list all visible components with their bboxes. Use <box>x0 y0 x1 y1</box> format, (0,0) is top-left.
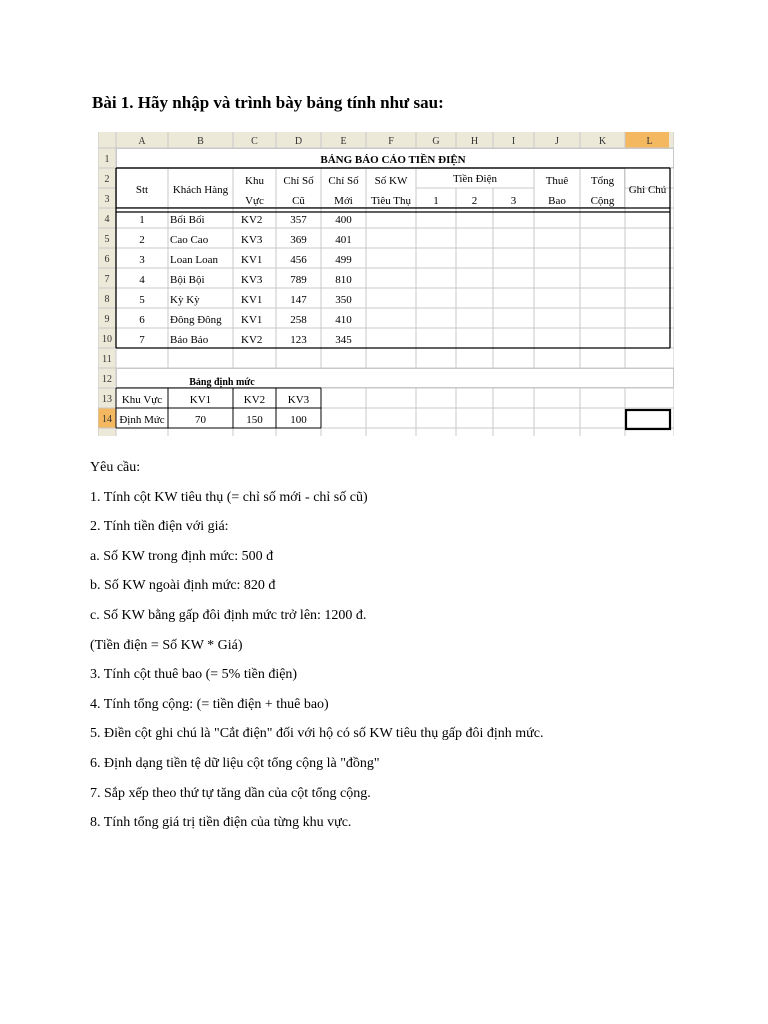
column-header-i: I <box>511 136 516 147</box>
header-khu-vuc: Khu <box>245 175 264 187</box>
row-header-9: 9 <box>104 314 110 325</box>
cell-khach-hang: Loan Loan <box>170 254 218 266</box>
row-header-4: 4 <box>104 214 110 225</box>
cell-khu-vuc: KV2 <box>241 334 263 346</box>
cell-chi-so-cu: 123 <box>290 334 307 346</box>
exercise-title: Bài 1. Hãy nhập và trình bày bảng tính như sau: <box>92 93 444 112</box>
row-header-8: 8 <box>104 294 110 305</box>
column-header-a: A <box>138 136 146 147</box>
row-header-6: 6 <box>104 254 110 265</box>
req-item-2a: a. Số KW trong định mức: 500 đ <box>90 548 274 564</box>
norm-row1-cell-0: Khu Vực <box>121 394 163 406</box>
req-item-2b: b. Số KW ngoài định mức: 820 đ <box>90 578 276 594</box>
req-heading: Yêu cầu: <box>90 460 141 475</box>
norm-row2-cell-2: 150 <box>246 414 263 426</box>
header-so-kw-2: Tiêu Thụ <box>370 195 412 207</box>
requirements-list <box>90 453 543 838</box>
cell-chi-so-moi: 350 <box>335 294 352 306</box>
header-khach-hang: Khách Hàng <box>172 184 229 196</box>
column-header-b: B <box>197 136 204 147</box>
cell-khach-hang: Bội Bội <box>170 274 205 286</box>
column-header-j: J <box>555 136 559 147</box>
header-tien-dien-1: 1 <box>433 195 439 207</box>
row-header-13: 13 <box>102 394 112 405</box>
req-item-2c: c. Số KW bằng gấp đôi định mức trở lên: 1200 đ. <box>90 607 367 623</box>
row-header-bar <box>98 148 116 436</box>
cell-khu-vuc: KV1 <box>241 314 263 326</box>
column-header-d: D <box>294 136 303 147</box>
header-tien-dien-2: 2 <box>471 195 478 207</box>
cell-chi-so-moi: 400 <box>335 214 352 226</box>
req-item-5: 5. Điền cột ghi chú là "Cắt điện" đối với hộ có số KW tiêu thụ gấp đôi định mức. <box>90 726 544 742</box>
cell-stt: 4 <box>139 274 145 286</box>
cell-chi-so-moi: 410 <box>335 314 352 326</box>
cell-stt: 6 <box>139 314 145 326</box>
norm-row2-cell-0: Định Mức <box>119 414 165 426</box>
column-header-f: F <box>388 136 394 147</box>
column-header-l: L <box>646 136 653 147</box>
column-header-k: K <box>598 136 607 147</box>
row-header-10: 10 <box>102 334 112 345</box>
row-header-5: 5 <box>104 234 110 245</box>
cell-stt: 7 <box>139 334 145 346</box>
req-item-8: 8. Tính tổng giá trị tiền điện của từng khu vực. <box>90 815 352 831</box>
header-chi-so-moi: Chỉ Số <box>328 175 359 187</box>
norm-row1-cell-3: KV3 <box>287 394 310 406</box>
cell-chi-so-moi: 345 <box>335 334 352 346</box>
cell-chi-so-cu: 789 <box>290 274 307 286</box>
norm-row2-cell-1: 70 <box>195 414 206 426</box>
cell-chi-so-cu: 258 <box>290 314 307 326</box>
header-tien-dien: Tiền Điện <box>453 173 497 185</box>
cell-stt: 2 <box>139 234 145 246</box>
req-item-3: 3. Tính cột thuê bao (= 5% tiền điện) <box>90 667 298 683</box>
row-header-14: 14 <box>102 414 112 425</box>
norm-row1-cell-1: KV1 <box>189 394 212 406</box>
norm-row1-cell-2: KV2 <box>243 394 266 406</box>
req-item-6: 6. Định dạng tiền tệ dữ liệu cột tổng cộng là "đồng" <box>90 755 380 771</box>
row-header-2: 2 <box>104 174 110 185</box>
cell-chi-so-cu: 357 <box>290 214 307 226</box>
cell-khu-vuc: KV2 <box>241 214 263 226</box>
header-chi-so-cu-2: Cũ <box>292 195 305 207</box>
req-formula: (Tiền điện = Số KW * Giá) <box>90 637 243 653</box>
header-khu-vuc-2: Vực <box>245 195 264 207</box>
req-item-4: 4. Tính tổng cộng: (= tiền điện + thuê bao) <box>90 696 329 712</box>
column-header-g: G <box>432 136 440 147</box>
cell-chi-so-moi: 810 <box>335 274 352 286</box>
header-ghi-chu: Ghi Chú <box>628 184 667 196</box>
cell-khach-hang: Đông Đông <box>170 314 222 326</box>
column-header-c: C <box>251 136 258 147</box>
column-header-e: E <box>340 136 347 147</box>
row-header-1: 1 <box>104 154 110 165</box>
row-header-7: 7 <box>104 274 110 285</box>
cell-chi-so-cu: 147 <box>290 294 307 306</box>
row-header-12: 12 <box>102 374 112 385</box>
column-header-h: H <box>470 136 479 147</box>
cell-khach-hang: Kỳ Kỳ <box>170 294 200 306</box>
norm-row2-cell-3: 100 <box>290 414 307 426</box>
req-item-1: 1. Tính cột KW tiêu thụ (= chỉ số mới - chỉ số cũ) <box>90 489 368 505</box>
header-chi-so-cu: Chỉ Số <box>283 175 314 187</box>
header-thue-bao-2: Bao <box>548 195 566 207</box>
header-stt: Stt <box>135 184 149 196</box>
cell-khu-vuc: KV1 <box>241 254 263 266</box>
row-header-11: 11 <box>102 354 112 365</box>
cell-khach-hang: Bối Bối <box>170 214 205 226</box>
header-thue-bao: Thuê <box>545 175 569 187</box>
row-header-3: 3 <box>104 194 110 205</box>
cell-khu-vuc: KV1 <box>241 294 263 306</box>
header-tien-dien-3: 3 <box>510 195 517 207</box>
header-tong-cong: Tổng <box>590 175 615 187</box>
header-tong-cong-2: Cộng <box>590 195 615 207</box>
header-chi-so-moi-2: Mới <box>334 195 353 207</box>
cell-chi-so-moi: 499 <box>335 254 352 266</box>
cell-stt: 1 <box>139 214 145 226</box>
req-item-2: 2. Tính tiền điện với giá: <box>90 519 229 535</box>
cell-khu-vuc: KV3 <box>241 274 263 286</box>
cell-stt: 5 <box>139 294 145 306</box>
cell-chi-so-cu: 369 <box>290 234 307 246</box>
cell-chi-so-moi: 401 <box>335 234 352 246</box>
header-so-kw: Số KW <box>374 175 408 187</box>
norm-table-title: Bảng định mức <box>189 377 255 388</box>
cell-stt: 3 <box>139 254 145 266</box>
cell-khu-vuc: KV3 <box>241 234 263 246</box>
cell-khach-hang: Cao Cao <box>170 234 209 246</box>
spreadsheet-image <box>98 132 674 441</box>
report-title: BẢNG BÁO CÁO TIỀN ĐIỆN <box>320 154 466 166</box>
cell-chi-so-cu: 456 <box>290 254 307 266</box>
column-header-bar <box>98 132 674 148</box>
req-item-7: 7. Sắp xếp theo thứ tự tăng dần của cột tổng cộng. <box>90 785 371 801</box>
cell-khach-hang: Bảo Bảo <box>170 334 209 346</box>
